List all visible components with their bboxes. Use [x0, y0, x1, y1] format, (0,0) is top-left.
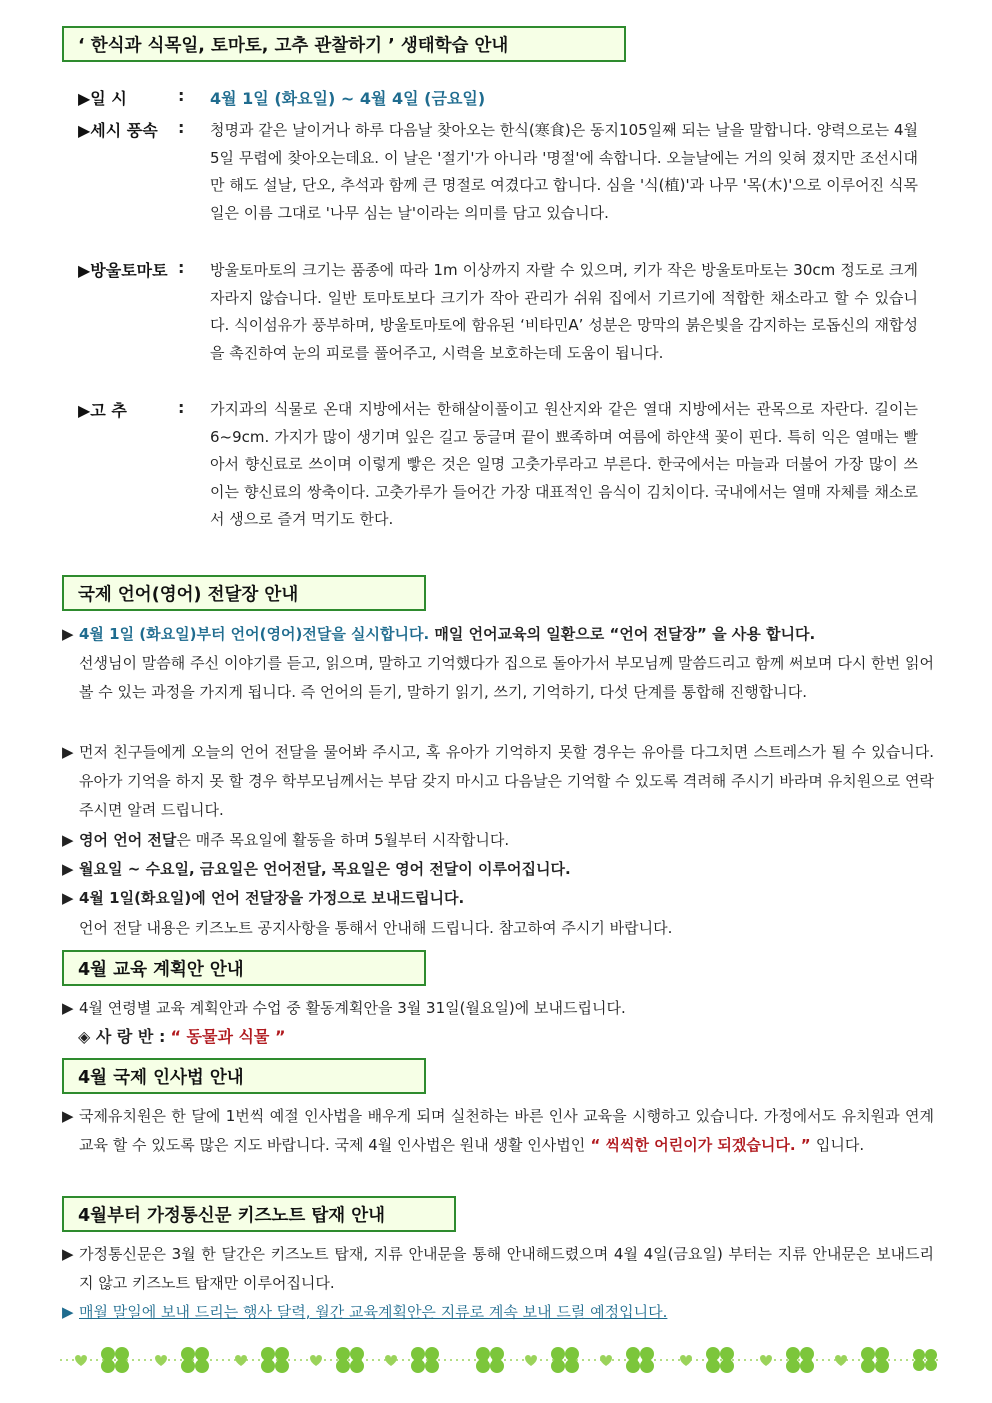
kidsnote-para-2: [62, 1298, 934, 1327]
class-theme: “ 동물과 식물 ”: [170, 1027, 286, 1046]
heart-icon: [760, 1355, 772, 1366]
heart-icon: [310, 1355, 322, 1366]
plan-para-1: [62, 994, 934, 1023]
language-start-date: 4월 1일 (화요일)부터 언어(영어)전달을 실시합니다.: [79, 625, 430, 643]
bullet-icon: ▶: [62, 743, 74, 761]
language-para-4: [62, 855, 934, 884]
bullet-icon: ▶: [62, 889, 74, 907]
heart-icon: [835, 1355, 847, 1366]
language-para-3: [62, 826, 934, 855]
clover-icon: [336, 1347, 364, 1373]
send-home-notice: 4월 1일(화요일)에 언어 전달장을 가정으로 보내드립니다.: [79, 889, 465, 907]
clover-icon: [861, 1347, 889, 1373]
section4-title-text: 4월 국제 인사법 안내: [78, 1067, 244, 1088]
language-para-2: [62, 738, 934, 825]
clover-icon: [411, 1347, 439, 1373]
section5-title: [62, 1196, 456, 1232]
heart-icon: [75, 1355, 87, 1366]
bullet-icon: ▶: [62, 999, 74, 1017]
tomato-text: 방울토마토의 크기는 품종에 따라 1m 이상까지 자랄 수 있으며, 키가 작은 방울토마토는 30cm 정도로 크게 자라지 않습니다. 일반 토마토보다 크기가 작아 관리가 쉬워 집에서 기르기에 적합한 채소라고 할 수 있습니다. 식이섬유가 풍부하며, 방울토마토에 함유된 ‘비타민A’ 성분은 망막의 붉은빛을 감지하는 로돕신의 재합성을 촉진하여 눈의 피로를 풀어주고, 시력을 보호하는데 도움이 됩니다.: [210, 261, 918, 362]
language-card-use: 매일 언어교육의 일환으로 “언어 전달장” 을 사용 합니다.: [429, 625, 816, 643]
date-label: ▶일 시: [78, 89, 127, 108]
language-para-1-body: 선생님이 말씀해 주신 이야기를 듣고, 읽으며, 말하고 기억했다가 집으로 돌아가서 부모님께 말씀드리고 함께 써보며 다시 한번 읽어볼 수 있는 과정을 가지게 됩니다. 즉 언어의 듣기, 말하기 읽기, 쓰기, 기억하기, 다섯 단계를 통합해 진행합니다.: [79, 654, 934, 701]
bullet-icon: ▶: [62, 860, 74, 878]
clover-icon: [181, 1347, 209, 1373]
pepper-colon: :: [178, 398, 185, 417]
greeting-para-1: [62, 1102, 934, 1160]
english-transfer-text: 은 매주 목요일에 활동을 하며 5월부터 시작합니다.: [176, 831, 510, 849]
section1-title: [62, 26, 626, 62]
greeting-text: 국제유치원은 한 달에 1번씩 예절 인사법을 배우게 되며 실천하는 바른 인사 교육을 시행하고 있습니다. 가정에서도 유치원과 연계교육 할 수 있도록 많은 지도 바랍니다. 국제 4월 인사법은 원내 생활 인사법인: [79, 1107, 934, 1154]
clover-icon: [626, 1347, 654, 1373]
bullet-icon: ▶: [62, 1303, 74, 1321]
pepper-text: 가지과의 식물로 온대 지방에서는 한해살이풀이고 원산지와 같은 열대 지방에서는 관목으로 자란다. 길이는 6~9cm. 가지가 많이 생기며 잎은 길고 둥글며 끝이 뾰족하며 여름에 하얀색 꽃이 핀다. 특히 익은 열매는 빨아서 향신료로 쓰이며 이렇게 빻은 것은 일명 고춧가루라고 부른다. 한국에서는 마늘과 더불어 가장 많이 쓰이는 향신료의 쌍축이다. 고춧가루가 들어간 가장 대표적인 음식이 김치이다. 국내에서는 열매 자체를 채소로서 생으로 즐겨 먹기도 한다.: [210, 400, 918, 529]
custom-text: 청명과 같은 날이거나 하루 다음날 찾아오는 한식(寒食)은 동지105일째 되는 날을 말합니다. 양력으로는 4월 5일 무렵에 찾아오는데요. 이 날은 '절기'가 아니라 '명절'에 속합니다. 오늘날에는 거의 잊혀 졌지만 조선시대만 해도 설날, 단오, 추석과 함께 큰 명절로 여겼다고 합니다. 심을 '식(植)'과 나무 '목(木)'으로 이루어진 식목일은 이름 그대로 '나무 심는 날'이라는 의미를 담고 있습니다.: [210, 121, 918, 222]
kidsnote-para-1: [62, 1240, 934, 1298]
english-transfer-label: 영어 언어 전달: [79, 831, 177, 849]
heart-icon: [525, 1355, 537, 1366]
custom-colon: :: [178, 118, 185, 137]
clover-icon: [786, 1347, 814, 1373]
bullet-icon: ▶: [62, 1245, 74, 1263]
plan-text: 4월 연령별 교육 계획안과 수업 중 활동계획안을 3월 31일(월요일)에 보내드립니다.: [79, 999, 626, 1017]
section5-title-text: 4월부터 가정통신문 키즈노트 탑재 안내: [78, 1205, 386, 1226]
class-label: ◈ 사 랑 반 :: [78, 1027, 166, 1046]
bullet-icon: ▶: [62, 625, 74, 643]
clover-icon: [261, 1347, 289, 1373]
custom-label: ▶세시 풍속: [78, 121, 158, 140]
date-value: 4월 1일 (화요일) ~ 4월 4일 (금요일): [210, 89, 486, 108]
tomato-label: ▶방울토마토: [78, 261, 168, 280]
section1-title-text: ‘ 한식과 식목일, 토마토, 고추 관찰하기 ’ 생태학습 안내: [78, 35, 509, 56]
clover-border: [60, 1340, 940, 1380]
weekday-schedule: 월요일 ~ 수요일, 금요일은 언어전달, 목요일은 영어 전달이 이루어집니다.: [79, 860, 571, 878]
section3-title-text: 4월 교육 계획안 안내: [78, 959, 244, 980]
bullet-icon: ▶: [62, 1107, 74, 1125]
section2-title-text: 국제 언어(영어) 전달장 안내: [78, 584, 299, 605]
paper-calendar-notice: 매월 말일에 보내 드리는 행사 달력, 월간 교육계획안은 지류로 계속 보내 드릴 예정입니다.: [79, 1303, 668, 1321]
language-para-6: 언어 전달 내용은 키즈노트 공지사항을 통해서 안내해 드립니다. 참고하여 주시기 바랍니다.: [79, 919, 673, 937]
heart-icon: [155, 1355, 167, 1366]
greeting-phrase: “ 씩씩한 어린이가 되겠습니다. ”: [585, 1136, 816, 1154]
date-colon: :: [178, 86, 185, 105]
greeting-text-end: 입니다.: [815, 1136, 865, 1154]
tomato-colon: :: [178, 258, 185, 277]
language-para-1: [62, 620, 934, 707]
bullet-icon: ▶: [62, 831, 74, 849]
class-line: [78, 1024, 285, 1050]
heart-icon: [680, 1355, 692, 1366]
language-para-2-text: 먼저 친구들에게 오늘의 언어 전달을 물어봐 주시고, 혹 유아가 기억하지 못할 경우는 유아를 다그치면 스트레스가 될 수 있습니다. 유아가 기억을 하지 못 할 경우 학부모님께서는 부담 갖지 마시고 다음날은 기억할 수 있도록 격려해 주시기 바라며 유치원으로 연락 주시면 알려 드립니다.: [79, 743, 934, 819]
language-para-5: [62, 884, 934, 913]
section2-title: [62, 575, 426, 611]
section4-title: [62, 1058, 426, 1094]
clover-icon: [476, 1347, 504, 1373]
heart-icon: [235, 1355, 247, 1366]
pepper-label: ▶고 추: [78, 401, 127, 420]
kidsnote-text: 가정통신문은 3월 한 달간은 키즈노트 탑재, 지류 안내문을 통해 안내해드렸으며 4월 4일(금요일) 부터는 지류 안내문은 보내드리지 않고 키즈노트 탑재만 이루어집니다.: [79, 1245, 934, 1292]
heart-icon: [600, 1355, 612, 1366]
section3-title: [62, 950, 426, 986]
heart-icon: [385, 1355, 397, 1366]
